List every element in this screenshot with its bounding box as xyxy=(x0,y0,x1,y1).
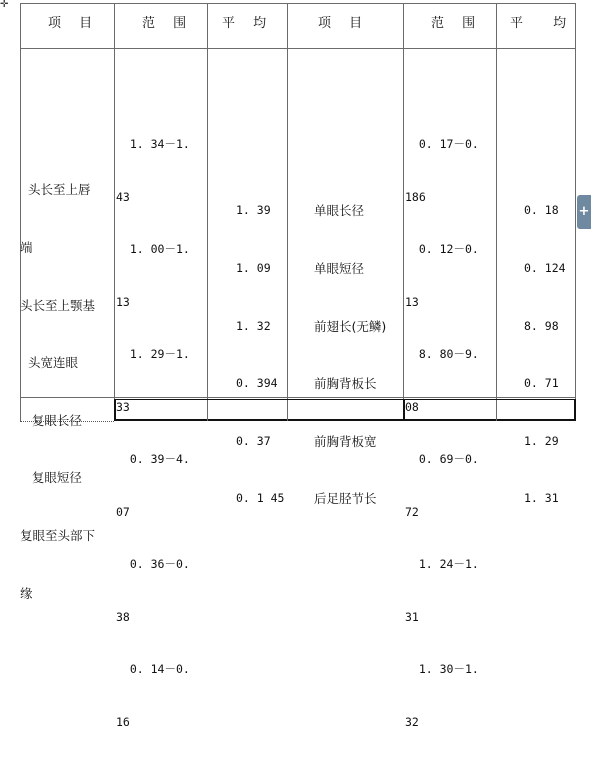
left-avg-column xyxy=(236,163,286,547)
list-item: 后足胫节长 xyxy=(314,491,377,507)
right-items-column xyxy=(314,163,404,547)
table-move-handle-icon[interactable]: ✛ xyxy=(0,0,9,10)
range-line: 16 xyxy=(116,714,130,729)
avg-value: 1. 32 xyxy=(236,318,271,333)
list-item: 复眼至头部下 xyxy=(20,528,96,544)
range-line: 43 xyxy=(116,189,130,204)
range-line: 38 xyxy=(116,609,130,624)
list-item: 复眼短径 xyxy=(20,470,82,486)
list-item: 前翅长(无鳞) xyxy=(314,318,387,334)
avg-value: 1. 31 xyxy=(524,491,559,506)
col-border-5 xyxy=(496,3,497,421)
header-avg-left: 平 均 xyxy=(222,16,267,31)
header-item-right: 项 目 xyxy=(318,16,363,31)
range-line: 0. 17－0. xyxy=(405,137,479,151)
avg-value: 1. 09 xyxy=(236,261,271,276)
range-line: 33 xyxy=(116,399,130,414)
range-line: 32 xyxy=(405,714,419,729)
right-avg-column xyxy=(524,163,574,547)
range-line: 0. 39－4. xyxy=(116,452,190,466)
header-bottom-border xyxy=(20,48,576,49)
list-item: 头长至上唇 xyxy=(20,182,91,198)
list-item: 头长至上颚基 xyxy=(20,297,96,313)
list-item: 头宽连眼 xyxy=(20,355,78,371)
list-item: 单眼短径 xyxy=(314,261,365,277)
range-line: 0. 69－0. xyxy=(405,452,479,466)
range-line: 1. 29－1. xyxy=(116,347,190,361)
col-border-6 xyxy=(575,3,576,421)
left-items-column xyxy=(20,142,114,641)
avg-value: 0. 71 xyxy=(524,376,559,391)
header-item-left: 项 目 xyxy=(48,16,93,31)
range-line: 1. 00－1. xyxy=(116,242,190,256)
range-line: 72 xyxy=(405,504,419,519)
avg-value: 0. 18 xyxy=(524,203,559,218)
col-border-3 xyxy=(287,3,288,421)
avg-value: 8. 98 xyxy=(524,318,559,333)
list-item: 缘 xyxy=(20,585,33,601)
header-range-left: 范 围 xyxy=(142,16,187,31)
avg-value: 1. 29 xyxy=(524,433,559,448)
plus-icon: + xyxy=(578,204,590,219)
avg-value: 0. 1 45 xyxy=(236,491,285,506)
left-ranges-column xyxy=(116,101,206,766)
col-border-2 xyxy=(207,3,208,421)
range-line: 13 xyxy=(116,294,130,309)
range-line: 0. 14－0. xyxy=(116,662,190,676)
range-line: 1. 30－1. xyxy=(405,662,479,676)
range-line: 13 xyxy=(405,294,419,309)
range-line: 07 xyxy=(116,504,130,519)
range-line: 31 xyxy=(405,609,419,624)
avg-value: 0. 37 xyxy=(236,433,271,448)
range-line: 0. 12－0. xyxy=(405,242,479,256)
table-top-border xyxy=(20,3,576,4)
header-range-right: 范 围 xyxy=(431,16,476,31)
right-ranges-column xyxy=(405,101,495,766)
range-line: 1. 34－1. xyxy=(116,137,190,151)
header-avg-right: 平 均 xyxy=(510,16,567,31)
range-line: 8. 80－9. xyxy=(405,347,479,361)
avg-value: 1. 39 xyxy=(236,203,271,218)
list-item: 前胸背板宽 xyxy=(314,433,377,449)
range-line: 08 xyxy=(405,399,419,414)
range-line: 1. 24－1. xyxy=(405,557,479,571)
range-line: 0. 36－0. xyxy=(116,557,190,571)
col-border-1 xyxy=(114,3,115,421)
add-column-tab[interactable] xyxy=(577,195,591,229)
list-item: 复眼长径 xyxy=(20,412,82,428)
list-item: 单眼长径 xyxy=(314,203,365,219)
avg-value: 0. 124 xyxy=(524,261,566,276)
range-line: 186 xyxy=(405,189,426,204)
list-item: 端 xyxy=(20,240,33,256)
list-item: 前胸背板长 xyxy=(314,376,377,392)
footer-box-right xyxy=(574,399,576,421)
avg-value: 0. 394 xyxy=(236,376,278,391)
